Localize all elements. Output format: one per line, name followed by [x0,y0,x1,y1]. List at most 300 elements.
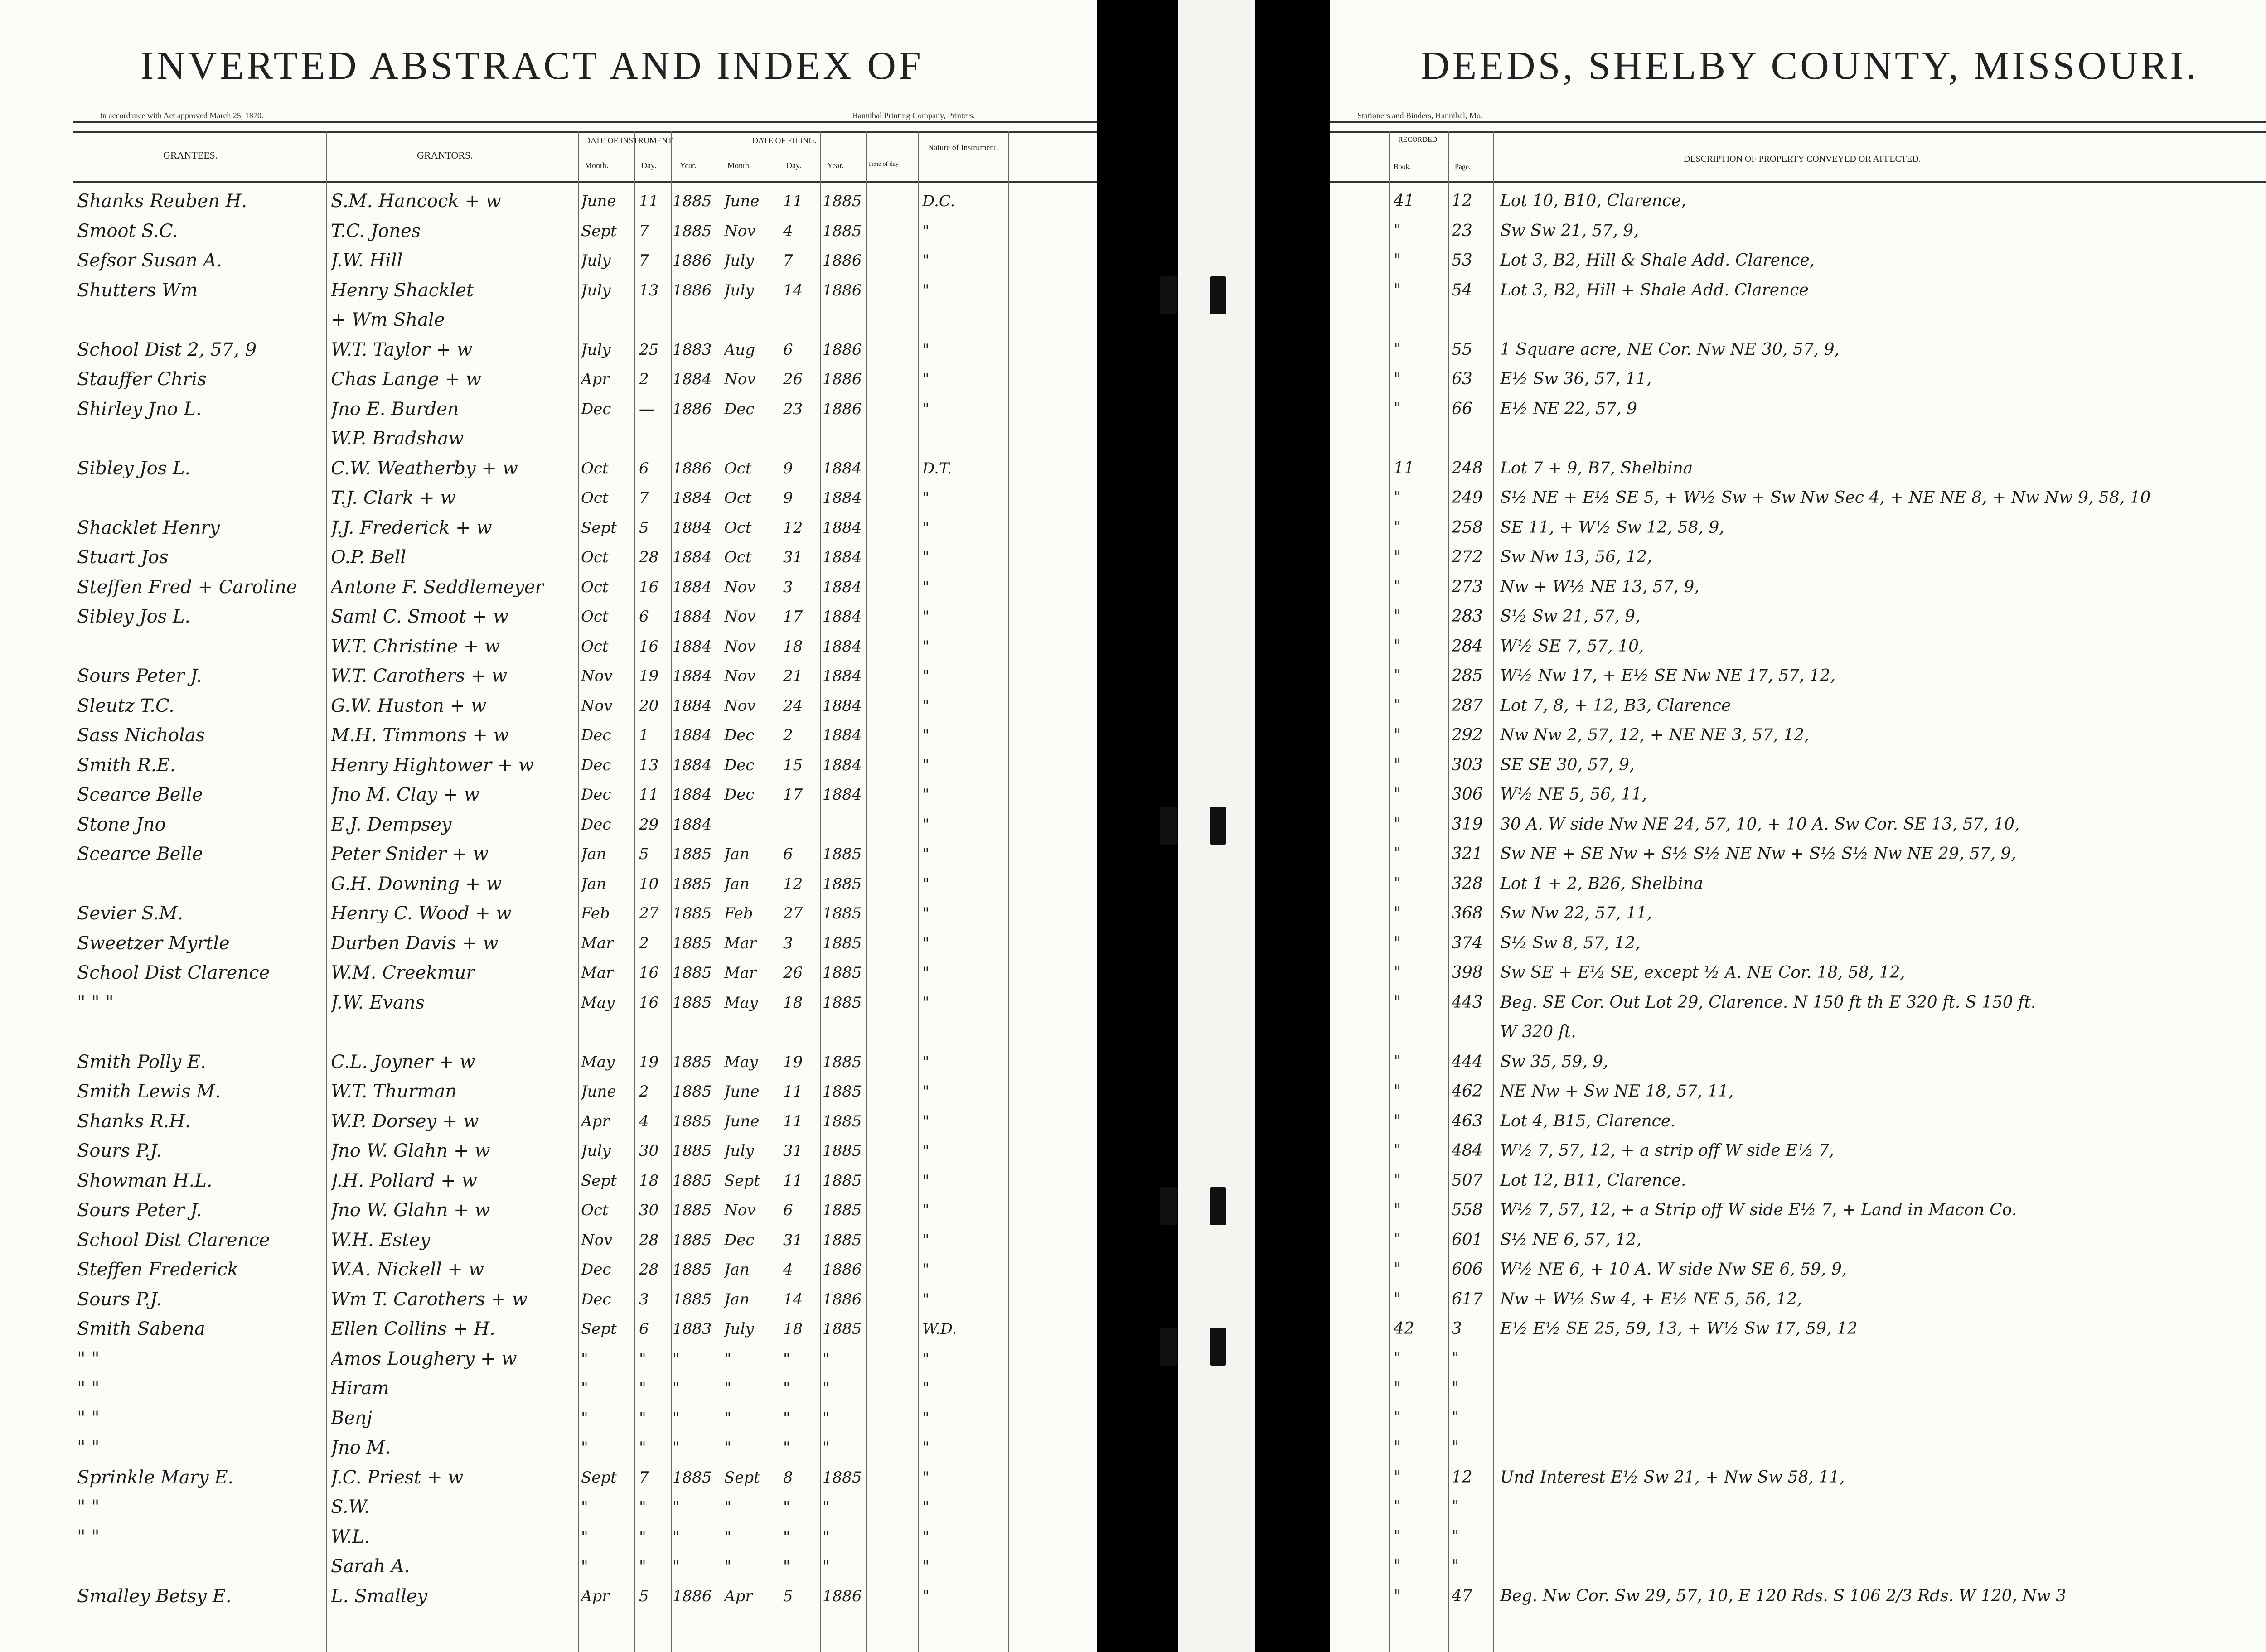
description-cell: Sw 35, 59, 9, [1500,1053,1608,1071]
inst-year-cell: 1885 [673,1231,712,1249]
fil-day-cell: 14 [783,1290,803,1309]
table-row [1330,665,2266,687]
table-row [0,1348,1097,1370]
book-cell: " [1394,1260,1401,1279]
table-row [0,1496,1097,1518]
table-row [1330,1318,2266,1340]
nature-cell: " [922,904,930,923]
inst-year-cell: 1885 [673,222,712,240]
table-row [1330,606,2266,628]
nature-cell: " [922,726,930,744]
fil-year-cell: 1885 [823,964,862,982]
table-row [1330,1081,2266,1102]
table-row [0,190,1097,212]
description-cell: W 320 ft. [1500,1023,1576,1041]
inst-month-cell: Sept [581,222,617,240]
fil-month-cell: Nov [724,370,756,388]
fil-month-cell: Nov [724,578,756,596]
description-cell: Nw + W½ NE 13, 57, 9, [1500,578,1700,596]
description-cell: 30 A. W side Nw NE 24, 57, 10, + 10 A. Sw Cor. SE 13, 57, 10, [1500,815,2020,834]
book-cell: " [1394,726,1401,744]
book-cell: " [1394,1587,1401,1605]
table-row [0,636,1097,657]
page-cell: 398 [1452,963,1483,982]
inst-day-cell: " [639,1379,646,1397]
grantor-cell: S.W. [331,1497,370,1517]
inst-day-cell: 11 [639,192,659,210]
book-cell: " [1394,548,1401,566]
fil-year-cell: 1886 [823,370,862,388]
grantor-cell: S.M. Hancock + w [331,191,501,212]
inst-year-cell: 1884 [673,667,712,685]
fil-month-cell: June [724,1082,760,1101]
page-cell: 321 [1452,845,1483,863]
table-row [1330,873,2266,895]
grantor-cell: Jno W. Glahn + w [331,1200,490,1221]
grantor-cell: W.M. Creekmur [331,962,475,983]
fil-month-cell: Dec [724,786,755,804]
page-cell: 258 [1452,518,1483,537]
inst-day-cell: 29 [639,816,659,834]
fil-year-cell: 1886 [823,1290,862,1309]
table-row [1330,1407,2266,1429]
book-cell: " [1394,578,1401,596]
fil-day-cell: 6 [783,1201,793,1219]
book-cell: " [1394,1290,1401,1309]
nature-cell: " [922,934,930,952]
inst-year-cell: 1884 [673,638,712,656]
nature-cell: " [922,1231,930,1249]
description-cell: Beg. Nw Cor. Sw 29, 57, 10, E 120 Rds. S 106 2/3 Rds. W 120, Nw 3 [1500,1587,2067,1605]
table-row [1330,1021,2266,1043]
table-row [1330,1496,2266,1518]
grantor-cell: Jno M. Clay + w [331,784,480,805]
table-row [0,458,1097,479]
book-cell: " [1394,1112,1401,1130]
fil-day-cell: 12 [783,875,803,893]
inst-month-cell: " [581,1379,588,1397]
inst-month-cell: July [581,1142,611,1160]
fil-year-cell: 1886 [823,281,862,299]
nature-cell: D.C. [922,192,955,210]
binder-note: Stationers and Binders, Hannibal, Mo. [1357,111,1483,120]
page-cell: 248 [1452,459,1483,478]
fil-month-cell: July [724,281,754,299]
description-cell: W½ Nw 17, + E½ SE Nw NE 17, 57, 12, [1500,667,1836,685]
description-cell: W½ 7, 57, 12, + a Strip off W side E½ 7, + Land in Macon Co. [1500,1201,2017,1219]
nature-cell: " [922,1409,930,1427]
nature-cell: " [922,1557,930,1575]
grantee-cell: Sibley Jos L. [77,458,191,479]
table-row [0,992,1097,1014]
inst-year-cell: " [673,1439,680,1457]
fil-year-cell: 1884 [823,667,862,685]
book-cell: " [1394,904,1401,923]
description-cell: Lot 7, 8, + 12, B3, Clarence [1500,696,1731,715]
fil-day-cell: 3 [783,578,793,596]
book-cell: " [1394,1497,1401,1516]
table-row [1330,309,2266,331]
inst-year-cell: 1884 [673,370,712,388]
nature-cell: " [922,1468,930,1487]
fil-day-cell: 12 [783,519,803,537]
binding-gutter [1097,0,1330,1652]
page-header: Page. [1455,163,1471,171]
header-rule [73,131,1097,133]
description-cell: W½ SE 7, 57, 10, [1500,637,1644,656]
fil-year-cell: 1884 [823,786,862,804]
nature-cell: " [922,845,930,863]
grantor-cell: T.J. Clark + w [331,488,456,508]
fil-day-cell: 24 [783,697,803,715]
inst-day-cell: 5 [639,1587,649,1605]
description-cell: SE SE 30, 57, 9, [1500,756,1635,774]
book-cell: " [1394,251,1401,270]
inst-month-cell: Apr [581,370,610,388]
binding-hole [1210,276,1226,314]
table-row [0,1021,1097,1043]
fil-day-header: Day. [786,161,802,170]
table-row [1330,1229,2266,1251]
table-row [0,1437,1097,1459]
table-row [0,606,1097,628]
table-row [0,903,1097,924]
fil-day-cell: 2 [783,726,793,744]
inst-day-cell: 20 [639,697,659,715]
fil-year-cell: 1884 [823,638,862,656]
grantee-cell: School Dist 2, 57, 9 [77,339,257,360]
description-cell: S½ NE 6, 57, 12, [1500,1231,1641,1249]
fil-day-cell: " [783,1379,790,1397]
inst-month-cell: Apr [581,1587,610,1605]
fil-year-cell: 1884 [823,489,862,507]
inst-year-cell: 1885 [673,904,712,923]
book-cell: " [1394,845,1401,863]
grantor-cell: C.W. Weatherby + w [331,458,518,479]
page-cell: 558 [1452,1201,1483,1219]
page-cell: 507 [1452,1171,1483,1190]
page-cell: 63 [1452,370,1472,388]
inst-year-cell: " [673,1350,680,1368]
page-cell: 285 [1452,667,1483,685]
inst-month-cell: Oct [581,608,609,626]
book-cell: " [1394,1379,1401,1397]
fil-day-cell: " [783,1528,790,1546]
grantor-cell: J.C. Priest + w [331,1467,464,1488]
table-row [1330,190,2266,212]
description-cell: Lot 7 + 9, B7, Shelbina [1500,459,1693,478]
grantor-cell: O.P. Bell [331,547,407,568]
table-row [1330,636,2266,657]
fil-day-cell: 4 [783,1261,793,1279]
fil-month-cell: Oct [724,519,752,537]
page-cell: 283 [1452,607,1483,626]
date-of-filing-header: DATE OF FILING. [752,136,817,145]
inst-month-cell: Dec [581,1261,611,1279]
fil-day-cell: 27 [783,904,803,923]
fil-year-cell: " [823,1409,830,1427]
fil-month-cell: " [724,1350,731,1368]
fil-year-cell: " [823,1350,830,1368]
grantor-cell: L. Smalley [331,1586,428,1607]
page-cell: 55 [1452,340,1472,359]
inst-day-cell: 2 [639,370,649,388]
nature-cell: " [922,1112,930,1130]
nature-cell: " [922,816,930,834]
description-cell: NE Nw + Sw NE 18, 57, 11, [1500,1082,1734,1101]
inst-year-cell: 1885 [673,1112,712,1130]
nature-cell: " [922,1142,930,1160]
book-cell: 11 [1394,459,1414,478]
table-row [1330,398,2266,420]
grantors-header: GRANTORS. [417,150,473,161]
nature-cell: " [922,1379,930,1397]
book-cell: " [1394,518,1401,537]
fil-day-cell: " [783,1498,790,1516]
inst-day-cell: 5 [639,845,649,863]
left-ledger-page [0,0,1097,1652]
grantee-cell: Shutters Wm [77,280,198,301]
table-row [0,695,1097,717]
grantee-cell: Smalley Betsy E. [77,1586,232,1607]
inst-day-cell: 16 [639,578,659,596]
table-row [0,1289,1097,1310]
grantee-cell: Sprinkle Mary E. [77,1467,234,1488]
fil-month-cell: Sept [724,1468,760,1487]
description-cell: Und Interest E½ Sw 21, + Nw Sw 58, 11, [1500,1468,1845,1487]
inst-year-cell: 1884 [673,816,712,834]
nature-cell: " [922,548,930,566]
fil-month-cell: " [724,1498,731,1516]
page-cell: 287 [1452,696,1483,715]
grantee-cell: " " [77,1526,100,1547]
book-cell: " [1394,1438,1401,1457]
inst-year-cell: 1884 [673,726,712,744]
inst-day-cell: " [639,1350,646,1368]
inst-month-cell: " [581,1409,588,1427]
inst-day-cell: 30 [639,1201,659,1219]
grantee-cell: Stone Jno [77,814,166,835]
inst-year-cell: " [673,1557,680,1575]
nature-cell: " [922,994,930,1012]
binding-strip [1178,0,1255,1652]
book-cell: " [1394,222,1401,240]
page-cell: 273 [1452,578,1483,596]
table-row [1330,1111,2266,1132]
inst-day-cell: 6 [639,1320,649,1338]
grantee-cell: " " [77,1408,100,1429]
inst-month-cell: Jan [581,875,606,893]
nature-cell: " [922,786,930,804]
grantee-cell: Smoot S.C. [77,221,178,242]
fil-day-cell: 31 [783,548,803,566]
inst-month-cell: " [581,1498,588,1516]
fil-month-cell: Oct [724,459,752,478]
table-row [0,962,1097,984]
fil-day-cell: 26 [783,370,803,388]
fil-day-cell: " [783,1439,790,1457]
nature-cell: " [922,875,930,893]
fil-year-cell: 1885 [823,1231,862,1249]
book-cell: " [1394,934,1401,952]
page-cell: 462 [1452,1082,1483,1101]
fil-year-cell: 1886 [823,251,862,270]
table-row [0,843,1097,865]
page-cell: 484 [1452,1141,1483,1160]
inst-year-cell: 1886 [673,400,712,418]
inst-day-cell: 16 [639,638,659,656]
nature-cell: " [922,667,930,685]
inst-year-cell: 1884 [673,578,712,596]
fil-day-cell: 21 [783,667,803,685]
table-row [1330,754,2266,776]
book-cell: " [1394,1527,1401,1546]
table-row [1330,428,2266,449]
book-cell: " [1394,993,1401,1012]
inst-year-cell: 1884 [673,756,712,774]
book-cell: " [1394,1053,1401,1071]
grantor-cell: W.T. Christine + w [331,636,500,657]
inst-year-cell: 1885 [673,1261,712,1279]
table-row [0,814,1097,836]
page-cell: 12 [1452,192,1472,210]
fil-day-cell: 18 [783,994,803,1012]
description-cell: E½ E½ SE 25, 59, 13, + W½ Sw 17, 59, 12 [1500,1319,1858,1338]
table-row [1330,1467,2266,1488]
book-cell: " [1394,1141,1401,1160]
page-cell: 53 [1452,251,1472,270]
printer-note: Hannibal Printing Company, Printers. [852,111,975,120]
table-row [1330,1585,2266,1607]
fil-day-cell: 19 [783,1053,803,1071]
table-row [0,1170,1097,1192]
fil-day-cell: 6 [783,845,793,863]
inst-year-cell: 1883 [673,341,712,359]
table-row [1330,1348,2266,1370]
nature-cell: " [922,1350,930,1368]
fil-year-cell: 1885 [823,875,862,893]
fil-year-cell: 1885 [823,1112,862,1130]
table-row [1330,1289,2266,1310]
inst-month-cell: July [581,251,611,270]
fil-month-cell: Sept [724,1172,760,1190]
inst-year-cell: 1885 [673,845,712,863]
inst-day-cell: 3 [639,1290,649,1309]
inst-month-cell: Dec [581,756,611,774]
description-cell: S½ Sw 8, 57, 12, [1500,934,1641,952]
table-row [0,1407,1097,1429]
inst-year-cell: 1884 [673,519,712,537]
inst-year-cell: " [673,1409,680,1427]
inst-month-cell: " [581,1439,588,1457]
grantor-cell: Sarah A. [331,1556,410,1577]
fil-day-cell: 17 [783,786,803,804]
grantor-cell: W.T. Carothers + w [331,666,508,686]
grantee-cell: Sours P.J. [77,1140,162,1161]
inst-year-cell: 1885 [673,1172,712,1190]
page-cell: " [1452,1438,1459,1457]
grantor-cell: Hiram [331,1378,389,1399]
page-cell: " [1452,1379,1459,1397]
fil-month-cell: Dec [724,726,755,744]
nature-cell: " [922,1290,930,1309]
grantor-cell: Jno W. Glahn + w [331,1140,490,1161]
inst-year-cell: 1885 [673,1290,712,1309]
fil-month-cell: Dec [724,756,755,774]
inst-month-cell: Mar [581,934,614,952]
inst-year-cell: 1886 [673,281,712,299]
fil-month-cell: " [724,1557,731,1575]
inst-day-cell: 7 [639,251,649,270]
inst-year-cell: 1885 [673,1082,712,1101]
inst-day-cell: 6 [639,608,649,626]
grantee-cell: Sibley Jos L. [77,606,191,627]
table-row [1330,1555,2266,1577]
inst-year-cell: 1886 [673,459,712,478]
fil-day-cell: " [783,1557,790,1575]
page-cell: 306 [1452,785,1483,804]
nature-cell: " [922,1439,930,1457]
table-row [0,250,1097,271]
inst-day-cell: 19 [639,667,659,685]
fil-day-cell: 9 [783,459,793,478]
book-cell: " [1394,607,1401,626]
inst-month-cell: " [581,1350,588,1368]
book-cell: " [1394,696,1401,715]
description-cell: Sw NE + SE Nw + S½ S½ NE Nw + S½ S½ Nw NE 29, 57, 9, [1500,845,2016,863]
inst-day-cell: 25 [639,341,659,359]
description-cell: E½ Sw 36, 57, 11, [1500,370,1652,388]
table-row [0,398,1097,420]
description-cell: Lot 4, B15, Clarence. [1500,1112,1676,1130]
book-cell: " [1394,1409,1401,1427]
fil-month-cell: Feb [724,904,753,923]
table-row [1330,220,2266,242]
fil-month-cell: July [724,1142,754,1160]
description-cell: S½ Sw 21, 57, 9, [1500,607,1641,626]
inst-day-cell: 6 [639,459,649,478]
binding-hole [1210,1187,1226,1225]
fil-year-cell: " [823,1557,830,1575]
grantee-cell: Showman H.L. [77,1170,213,1191]
fil-month-header: Month. [727,161,751,170]
fil-month-cell: Apr [724,1587,753,1605]
inst-day-cell: 4 [639,1112,649,1130]
table-row [1330,339,2266,361]
inst-month-cell: Feb [581,904,610,923]
binding-hole [1160,276,1177,314]
fil-year-cell: 1885 [823,1082,862,1101]
fil-year-cell: 1886 [823,1261,862,1279]
fil-year-cell: 1885 [823,1053,862,1071]
inst-month-header: Month. [585,161,609,170]
page-cell: 328 [1452,874,1483,893]
nature-cell: " [922,341,930,359]
fil-year-cell: 1885 [823,1468,862,1487]
grantor-cell: Peter Snider + w [331,844,489,865]
grantor-cell: T.C. Jones [331,221,421,242]
fil-year-cell: 1886 [823,1587,862,1605]
grantee-cell: Scearce Belle [77,844,203,865]
description-cell: Nw Nw 2, 57, 12, + NE NE 3, 57, 12, [1500,726,1810,744]
grantor-cell: W.P. Dorsey + w [331,1111,479,1132]
table-row [0,1585,1097,1607]
grantor-cell: G.W. Huston + w [331,696,487,716]
grantor-cell: Henry Shacklet [331,280,474,301]
nature-cell: " [922,281,930,299]
table-row [1330,1526,2266,1548]
nature-cell: " [922,608,930,626]
